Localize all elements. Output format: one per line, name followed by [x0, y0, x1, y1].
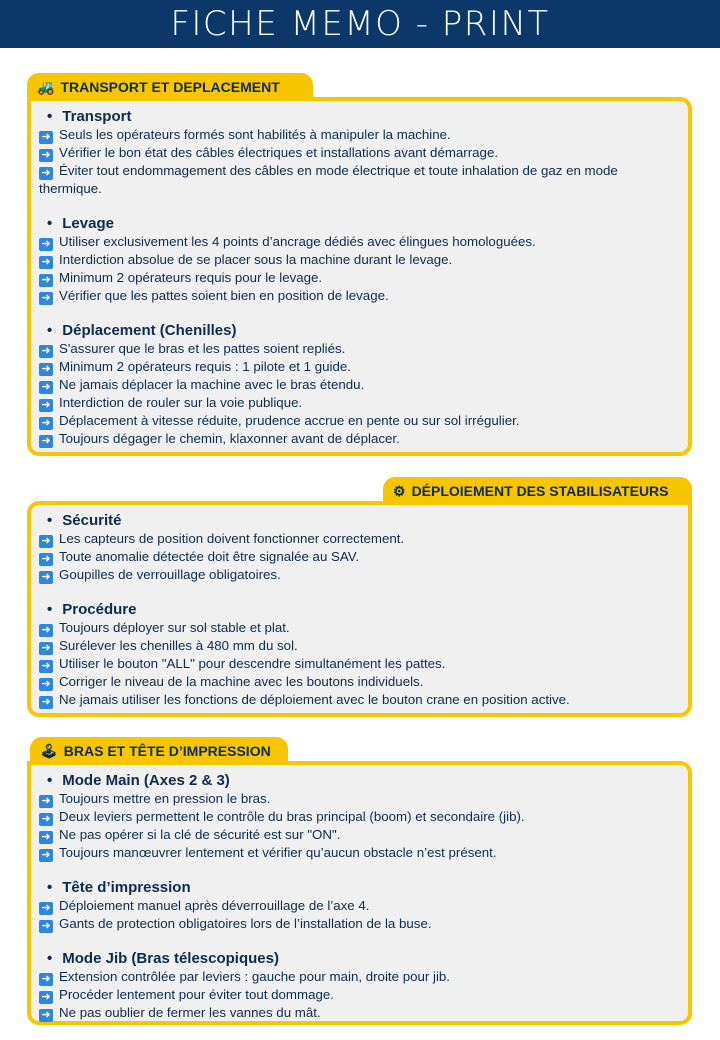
- list-item: [39, 844, 676, 862]
- list-item: [39, 691, 676, 709]
- section-title: TRANSPORT ET DEPLACEMENT: [60, 79, 280, 95]
- arrow-right-icon: ➜: [39, 256, 53, 269]
- section-title: BRAS ET TÊTE D’IMPRESSION: [63, 743, 271, 759]
- section-content: [27, 97, 692, 456]
- list-item: [39, 144, 676, 162]
- group: [43, 511, 676, 584]
- list-item: [39, 566, 676, 584]
- arrow-right-icon: ➜: [39, 678, 53, 691]
- section-1: [27, 73, 692, 458]
- list-item: [39, 126, 676, 144]
- arrow-right-icon: ➜: [39, 417, 53, 430]
- arrow-right-icon: ➜: [39, 902, 53, 915]
- item-text: Déploiement manuel après déverrouillage de l’axe 4.: [59, 898, 370, 913]
- group-title: • Procédure: [43, 600, 676, 619]
- list-item: [39, 1004, 676, 1022]
- item-text: Toujours dégager le chemin, klaxonner avant de déplacer.: [59, 430, 400, 446]
- list-item: [39, 986, 676, 1004]
- list-item: [39, 251, 676, 269]
- section-2: [27, 477, 692, 719]
- arrow-right-icon: ➜: [39, 167, 53, 180]
- item-text: Ne pas opérer si la clé de sécurité est sur "ON".: [59, 827, 341, 842]
- item-text: Toute anomalie détectée doit être signalée au SAV.: [59, 549, 360, 564]
- list-item: [39, 790, 676, 808]
- arrow-right-icon: ➜: [39, 238, 53, 251]
- item-text: Utiliser le bouton "ALL" pour descendre simultanément les pattes.: [59, 656, 446, 671]
- item-text: Surélever les chenilles à 480 mm du sol.: [59, 638, 298, 653]
- list-item: [39, 655, 676, 673]
- list-item: [39, 808, 676, 826]
- list-item: [39, 968, 676, 986]
- arrow-right-icon: ➜: [39, 642, 53, 655]
- list-item: [39, 412, 676, 430]
- item-text: Vérifier le bon état des câbles électriques et installations avant démarrage.: [59, 145, 499, 160]
- group: [43, 321, 676, 448]
- arrow-right-icon: ➜: [39, 831, 53, 844]
- item-text: Goupilles de verrouillage obligatoires.: [59, 567, 281, 582]
- arrow-right-icon: ➜: [39, 535, 53, 548]
- list-item: [39, 897, 676, 915]
- section-content: [27, 501, 692, 717]
- item-text: Éviter tout endommagement des câbles en mode électrique et toute inhalation de gaz en mode thermique.: [39, 163, 618, 196]
- group: [43, 878, 676, 933]
- item-text: Corriger le niveau de la machine avec les boutons individuels.: [59, 674, 424, 689]
- gear-icon: ⚙: [393, 483, 406, 499]
- arrow-right-icon: ➜: [39, 813, 53, 826]
- item-text: Procéder lentement pour éviter tout dommage.: [59, 987, 334, 1002]
- arrow-right-icon: ➜: [39, 149, 53, 162]
- group-title: • Transport: [43, 107, 676, 126]
- arrow-right-icon: ➜: [39, 571, 53, 584]
- item-text: Minimum 2 opérateurs requis pour le levage.: [59, 269, 323, 285]
- item-text: Seuls les opérateurs formés sont habilités à manipuler la machine.: [59, 127, 451, 142]
- item-text: Utiliser exclusivement les 4 points d’ancrage dédiés avec élingues homologuées.: [59, 233, 536, 249]
- arrow-right-icon: ➜: [39, 381, 53, 394]
- arrow-right-icon: ➜: [39, 553, 53, 566]
- item-text: Ne pas oublier de fermer les vannes du mât.: [59, 1005, 321, 1020]
- list-item: [39, 530, 676, 548]
- group: [43, 600, 676, 709]
- list-item: [39, 269, 676, 287]
- arrow-right-icon: ➜: [39, 399, 53, 412]
- item-text: Interdiction absolue de se placer sous la machine durant le levage.: [59, 251, 453, 267]
- group: [43, 949, 676, 1022]
- arrow-right-icon: ➜: [39, 435, 53, 448]
- arrow-right-icon: ➜: [39, 624, 53, 637]
- item-text: Deux leviers permettent le contrôle du bras principal (boom) et secondaire (jib).: [59, 809, 525, 824]
- group-title: • Sécurité: [43, 511, 676, 530]
- arrow-right-icon: ➜: [39, 991, 53, 1004]
- list-item: [39, 340, 676, 358]
- arrow-right-icon: ➜: [39, 660, 53, 673]
- arrow-right-icon: ➜: [39, 795, 53, 808]
- arrow-right-icon: ➜: [39, 131, 53, 144]
- list-item: [39, 915, 676, 933]
- list-item: [39, 619, 676, 637]
- group-title: • Levage: [43, 214, 676, 233]
- list-item: [39, 358, 676, 376]
- item-text: Interdiction de rouler sur la voie publique.: [59, 394, 303, 410]
- group-title: • Déplacement (Chenilles): [43, 321, 676, 340]
- list-item: [39, 376, 676, 394]
- arrow-right-icon: ➜: [39, 345, 53, 358]
- item-text: Vérifier que les pattes soient bien en position de levage.: [59, 287, 389, 303]
- list-item: [39, 673, 676, 691]
- arrow-right-icon: ➜: [39, 274, 53, 287]
- list-item: [39, 826, 676, 844]
- item-text: Toujours mettre en pression le bras.: [59, 791, 271, 806]
- group: [39, 107, 676, 198]
- item-text: Minimum 2 opérateurs requis : 1 pilote et 1 guide.: [59, 358, 351, 374]
- item-text: Ne jamais déplacer la machine avec le bras étendu.: [59, 376, 365, 392]
- item-text: Gants de protection obligatoires lors de l’installation de la buse.: [59, 916, 432, 931]
- item-text: Les capteurs de position doivent fonctionner correctement.: [59, 531, 405, 546]
- arrow-right-icon: ➜: [39, 696, 53, 709]
- arrow-right-icon: ➜: [39, 920, 53, 933]
- arrow-right-icon: ➜: [39, 849, 53, 862]
- joystick-icon: 🕹: [40, 743, 58, 759]
- section-3: [27, 737, 692, 1027]
- group-title: • Mode Jib (Bras télescopiques): [43, 949, 676, 968]
- arrow-right-icon: ➜: [39, 292, 53, 305]
- group-title: • Mode Main (Axes 2 & 3): [43, 771, 676, 790]
- page-title: FICHE MEMO - PRINT: [0, 0, 720, 48]
- list-item: [39, 287, 676, 305]
- item-text: Déplacement à vitesse réduite, prudence accrue en pente ou sur sol irrégulier.: [59, 412, 520, 428]
- arrow-right-icon: ➜: [39, 1009, 53, 1022]
- list-item: [39, 548, 676, 566]
- tractor-icon: 🚜: [37, 79, 55, 95]
- list-item: [39, 394, 676, 412]
- arrow-right-icon: ➜: [39, 363, 53, 376]
- section-content: [27, 761, 692, 1025]
- group: [43, 214, 676, 305]
- item-text: S'assurer que le bras et les pattes soient repliés.: [59, 340, 346, 356]
- item-text: Toujours déployer sur sol stable et plat.: [59, 620, 290, 635]
- section-title: DÉPLOIEMENT DES STABILISATEURS: [411, 483, 669, 499]
- list-item: [39, 637, 676, 655]
- item-text: Ne jamais utiliser les fonctions de déploiement avec le bouton crane en position active.: [59, 692, 570, 707]
- group: [43, 771, 676, 862]
- item-text: Toujours manœuvrer lentement et vérifier qu’aucun obstacle n’est présent.: [59, 845, 497, 860]
- list-item: [39, 162, 676, 198]
- list-item: [39, 430, 676, 448]
- item-text: Extension contrôlée par leviers : gauche pour main, droite pour jib.: [59, 969, 450, 984]
- arrow-right-icon: ➜: [39, 973, 53, 986]
- group-title: • Tête d’impression: [43, 878, 676, 897]
- list-item: [39, 233, 676, 251]
